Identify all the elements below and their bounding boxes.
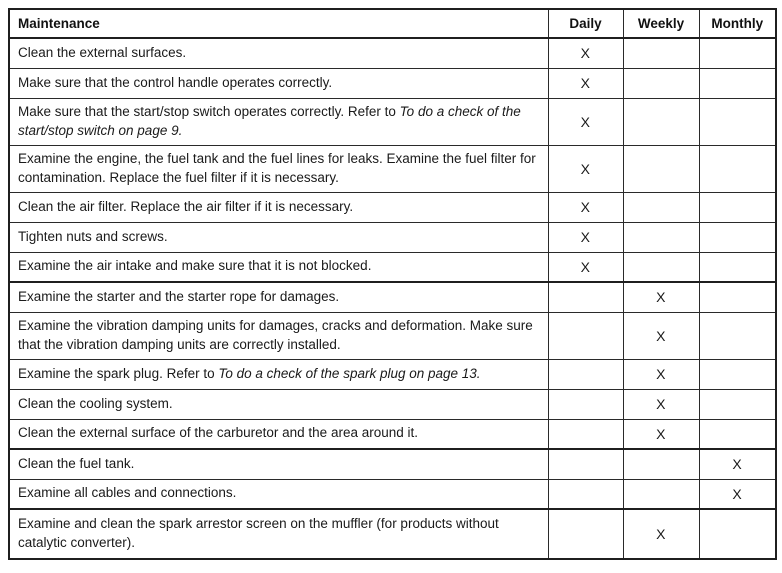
task-text: Clean the fuel tank. — [18, 455, 135, 471]
task-cell — [9, 359, 548, 389]
task-cell — [9, 252, 548, 282]
header-row — [9, 9, 776, 38]
monthly-mark — [699, 192, 776, 222]
daily-mark: X — [548, 192, 623, 222]
column-header-weekly: Weekly — [623, 9, 699, 38]
task-text: Examine and clean the spark arrestor screen on the muffler (for products without catalytic converter). — [18, 516, 499, 550]
task-cell — [9, 312, 548, 359]
task-ref-italic: To do a check of the spark plug on page 13. — [218, 365, 481, 381]
monthly-mark: X — [699, 449, 776, 479]
daily-mark — [548, 359, 623, 389]
daily-mark: X — [548, 68, 623, 98]
task-text: Make sure that the control handle operates correctly. — [18, 74, 333, 90]
weekly-mark — [623, 192, 699, 222]
task-text: Examine all cables and connections. — [18, 485, 237, 501]
table-row — [9, 252, 776, 282]
weekly-mark: X — [623, 509, 699, 559]
daily-mark — [548, 479, 623, 509]
weekly-mark — [623, 68, 699, 98]
daily-mark — [548, 312, 623, 359]
table-row — [9, 449, 776, 479]
monthly-mark: X — [699, 479, 776, 509]
daily-mark: X — [548, 222, 623, 252]
task-text: Clean the external surfaces. — [18, 44, 187, 60]
task-text: Examine the vibration damping units for damages, cracks and deformation. Make sure that the vibration damping units are correctly installed. — [18, 317, 533, 352]
task-cell — [9, 68, 548, 98]
table-row — [9, 222, 776, 252]
task-text: Tighten nuts and screws. — [18, 228, 168, 244]
weekly-mark: X — [623, 419, 699, 449]
weekly-mark — [623, 145, 699, 192]
task-cell — [9, 282, 548, 312]
task-cell — [9, 192, 548, 222]
weekly-mark: X — [623, 389, 699, 419]
daily-mark — [548, 509, 623, 559]
monthly-mark — [699, 98, 776, 145]
table-row — [9, 192, 776, 222]
monthly-mark — [699, 359, 776, 389]
monthly-mark — [699, 252, 776, 282]
weekly-mark — [623, 449, 699, 479]
monthly-mark — [699, 509, 776, 559]
task-cell — [9, 509, 548, 559]
monthly-mark — [699, 389, 776, 419]
task-ref-italic: To do a check of the start/stop switch on page 9. — [18, 103, 521, 138]
weekly-mark — [623, 38, 699, 68]
daily-mark — [548, 389, 623, 419]
task-cell — [9, 222, 548, 252]
task-text: Clean the air filter. Replace the air filter if it is necessary. — [18, 198, 354, 214]
column-header-monthly: Monthly — [699, 9, 776, 38]
task-cell — [9, 479, 548, 509]
weekly-mark: X — [623, 282, 699, 312]
daily-mark: X — [548, 98, 623, 145]
daily-mark: X — [548, 38, 623, 68]
daily-mark: X — [548, 252, 623, 282]
task-cell — [9, 419, 548, 449]
task-cell — [9, 449, 548, 479]
weekly-mark: X — [623, 359, 699, 389]
table-row — [9, 282, 776, 312]
table-row — [9, 479, 776, 509]
task-text: Examine the air intake and make sure that it is not blocked. — [18, 258, 372, 274]
column-header-daily: Daily — [548, 9, 623, 38]
task-cell — [9, 38, 548, 68]
daily-mark: X — [548, 145, 623, 192]
monthly-mark — [699, 145, 776, 192]
table-row — [9, 419, 776, 449]
table-row — [9, 38, 776, 68]
monthly-mark — [699, 68, 776, 98]
table-row — [9, 68, 776, 98]
table-row — [9, 145, 776, 192]
task-cell — [9, 98, 548, 145]
weekly-mark — [623, 98, 699, 145]
weekly-mark — [623, 222, 699, 252]
table-row — [9, 509, 776, 559]
task-cell — [9, 145, 548, 192]
table-row — [9, 312, 776, 359]
table-row — [9, 389, 776, 419]
task-text: Examine the spark plug. Refer to — [18, 365, 219, 381]
monthly-mark — [699, 419, 776, 449]
column-header-maintenance: Maintenance — [9, 9, 548, 38]
monthly-mark — [699, 312, 776, 359]
task-text: Clean the external surface of the carburetor and the area around it. — [18, 425, 418, 441]
daily-mark — [548, 419, 623, 449]
weekly-mark — [623, 479, 699, 509]
task-cell — [9, 389, 548, 419]
task-text: Make sure that the start/stop switch operates correctly. Refer to — [18, 103, 400, 119]
maintenance-schedule-table — [8, 8, 777, 560]
task-text: Examine the engine, the fuel tank and the fuel lines for leaks. Examine the fuel filter for contamination. Replace the fuel filter if it is necessary. — [18, 150, 536, 185]
weekly-mark: X — [623, 312, 699, 359]
table-row — [9, 359, 776, 389]
task-text: Clean the cooling system. — [18, 395, 173, 411]
monthly-mark — [699, 222, 776, 252]
weekly-mark — [623, 252, 699, 282]
table-row — [9, 98, 776, 145]
task-text: Examine the starter and the starter rope for damages. — [18, 288, 340, 304]
monthly-mark — [699, 282, 776, 312]
daily-mark — [548, 282, 623, 312]
monthly-mark — [699, 38, 776, 68]
daily-mark — [548, 449, 623, 479]
